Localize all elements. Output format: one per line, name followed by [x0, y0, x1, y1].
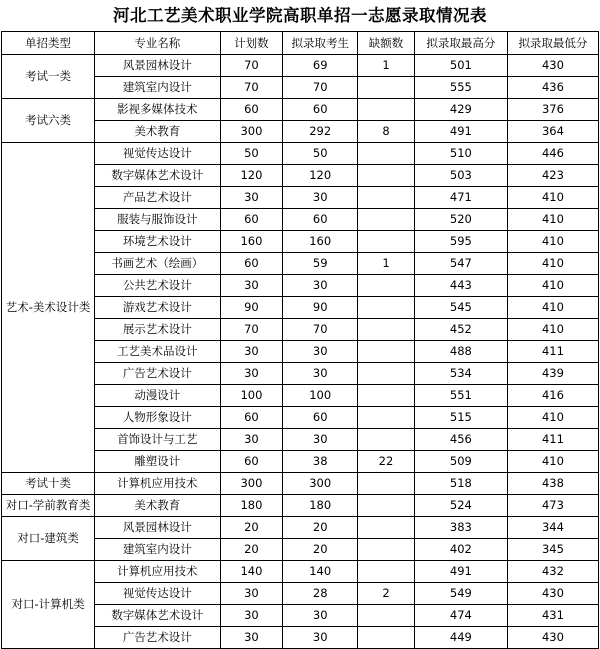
cell-admitted: 20 [283, 516, 358, 538]
cell-gap [358, 538, 415, 560]
cell-high: 449 [414, 626, 507, 648]
cell-plan: 30 [220, 274, 283, 296]
cell-low: 430 [507, 54, 598, 76]
cell-high: 509 [414, 450, 507, 472]
cell-major: 风景园林设计 [95, 516, 220, 538]
cell-high: 491 [414, 560, 507, 582]
cell-category: 对口-建筑类 [2, 516, 95, 560]
cell-gap [358, 76, 415, 98]
cell-admitted: 70 [283, 76, 358, 98]
cell-admitted: 120 [283, 164, 358, 186]
cell-plan: 300 [220, 120, 283, 142]
cell-major: 产品艺术设计 [95, 186, 220, 208]
cell-plan: 20 [220, 516, 283, 538]
cell-admitted: 30 [283, 186, 358, 208]
cell-major: 数字媒体艺术设计 [95, 164, 220, 186]
cell-major: 雕塑设计 [95, 450, 220, 472]
cell-plan: 120 [220, 164, 283, 186]
cell-category: 考试十类 [2, 472, 95, 494]
cell-gap: 2 [358, 582, 415, 604]
cell-admitted: 30 [283, 626, 358, 648]
cell-high: 515 [414, 406, 507, 428]
cell-gap: 22 [358, 450, 415, 472]
cell-gap [358, 604, 415, 626]
cell-major: 公共艺术设计 [95, 274, 220, 296]
column-header-plan: 计划数 [220, 31, 283, 54]
cell-major: 环境艺术设计 [95, 230, 220, 252]
cell-plan: 50 [220, 142, 283, 164]
cell-gap [358, 626, 415, 648]
cell-plan: 160 [220, 230, 283, 252]
cell-category: 对口-计算机类 [2, 560, 95, 648]
cell-low: 376 [507, 98, 598, 120]
cell-gap [358, 230, 415, 252]
cell-category: 考试六类 [2, 98, 95, 142]
cell-gap [358, 186, 415, 208]
cell-plan: 20 [220, 538, 283, 560]
cell-gap: 1 [358, 252, 415, 274]
cell-gap [358, 274, 415, 296]
cell-admitted: 30 [283, 428, 358, 450]
cell-major: 数字媒体艺术设计 [95, 604, 220, 626]
cell-category: 艺术-美术设计类 [2, 142, 95, 472]
cell-plan: 60 [220, 406, 283, 428]
cell-admitted: 292 [283, 120, 358, 142]
cell-admitted: 100 [283, 384, 358, 406]
cell-plan: 30 [220, 604, 283, 626]
cell-admitted: 30 [283, 340, 358, 362]
cell-gap [358, 560, 415, 582]
cell-admitted: 59 [283, 252, 358, 274]
cell-low: 436 [507, 76, 598, 98]
cell-admitted: 28 [283, 582, 358, 604]
cell-low: 345 [507, 538, 598, 560]
table-row [2, 472, 599, 494]
cell-plan: 60 [220, 252, 283, 274]
cell-admitted: 90 [283, 296, 358, 318]
cell-high: 488 [414, 340, 507, 362]
table-row [2, 560, 599, 582]
cell-plan: 100 [220, 384, 283, 406]
cell-gap [358, 164, 415, 186]
cell-gap [358, 494, 415, 516]
column-header-category: 单招类型 [2, 31, 95, 54]
cell-admitted: 30 [283, 604, 358, 626]
cell-admitted: 60 [283, 406, 358, 428]
cell-low: 410 [507, 208, 598, 230]
cell-gap [358, 208, 415, 230]
cell-admitted: 50 [283, 142, 358, 164]
cell-high: 402 [414, 538, 507, 560]
cell-low: 410 [507, 406, 598, 428]
cell-high: 383 [414, 516, 507, 538]
table-row [2, 516, 599, 538]
cell-plan: 70 [220, 54, 283, 76]
cell-low: 423 [507, 164, 598, 186]
cell-low: 410 [507, 296, 598, 318]
cell-low: 432 [507, 560, 598, 582]
cell-high: 452 [414, 318, 507, 340]
cell-plan: 90 [220, 296, 283, 318]
cell-major: 美术教育 [95, 120, 220, 142]
table-header [2, 31, 599, 54]
cell-major: 展示艺术设计 [95, 318, 220, 340]
cell-admitted: 60 [283, 208, 358, 230]
cell-gap: 8 [358, 120, 415, 142]
cell-high: 534 [414, 362, 507, 384]
column-header-major: 专业名称 [95, 31, 220, 54]
cell-gap [358, 516, 415, 538]
cell-major: 视觉传达设计 [95, 142, 220, 164]
cell-low: 410 [507, 186, 598, 208]
cell-low: 410 [507, 274, 598, 296]
cell-plan: 30 [220, 340, 283, 362]
cell-plan: 60 [220, 450, 283, 472]
column-header-low: 拟录取最低分 [507, 31, 598, 54]
cell-major: 人物形象设计 [95, 406, 220, 428]
cell-plan: 30 [220, 428, 283, 450]
cell-high: 595 [414, 230, 507, 252]
cell-low: 410 [507, 230, 598, 252]
cell-major: 首饰设计与工艺 [95, 428, 220, 450]
cell-admitted: 20 [283, 538, 358, 560]
cell-plan: 30 [220, 626, 283, 648]
cell-major: 美术教育 [95, 494, 220, 516]
page-title: 河北工艺美术职业学院高职单招一志愿录取情况表 [113, 6, 487, 25]
table-body [2, 54, 599, 648]
cell-low: 411 [507, 428, 598, 450]
cell-admitted: 38 [283, 450, 358, 472]
cell-high: 443 [414, 274, 507, 296]
cell-major: 动漫设计 [95, 384, 220, 406]
cell-high: 518 [414, 472, 507, 494]
cell-gap [358, 340, 415, 362]
cell-high: 551 [414, 384, 507, 406]
cell-admitted: 140 [283, 560, 358, 582]
cell-gap [358, 428, 415, 450]
cell-high: 510 [414, 142, 507, 164]
cell-major: 风景园林设计 [95, 54, 220, 76]
cell-major: 广告艺术设计 [95, 626, 220, 648]
cell-admitted: 160 [283, 230, 358, 252]
table-row [2, 54, 599, 76]
cell-plan: 30 [220, 362, 283, 384]
cell-admitted: 300 [283, 472, 358, 494]
cell-major: 计算机应用技术 [95, 560, 220, 582]
cell-high: 474 [414, 604, 507, 626]
cell-admitted: 70 [283, 318, 358, 340]
cell-category: 对口-学前教育类 [2, 494, 95, 516]
cell-major: 建筑室内设计 [95, 538, 220, 560]
cell-low: 430 [507, 626, 598, 648]
cell-major: 工艺美术品设计 [95, 340, 220, 362]
cell-low: 411 [507, 340, 598, 362]
cell-plan: 300 [220, 472, 283, 494]
cell-major: 服装与服饰设计 [95, 208, 220, 230]
cell-high: 524 [414, 494, 507, 516]
cell-admitted: 69 [283, 54, 358, 76]
cell-high: 429 [414, 98, 507, 120]
cell-low: 430 [507, 582, 598, 604]
column-header-high: 拟录取最高分 [414, 31, 507, 54]
cell-low: 410 [507, 450, 598, 472]
cell-high: 549 [414, 582, 507, 604]
cell-low: 344 [507, 516, 598, 538]
cell-high: 471 [414, 186, 507, 208]
cell-low: 410 [507, 318, 598, 340]
cell-high: 503 [414, 164, 507, 186]
cell-gap [358, 406, 415, 428]
cell-admitted: 60 [283, 98, 358, 120]
cell-admitted: 180 [283, 494, 358, 516]
cell-major: 广告艺术设计 [95, 362, 220, 384]
cell-low: 431 [507, 604, 598, 626]
cell-gap [358, 296, 415, 318]
cell-gap [358, 142, 415, 164]
cell-major: 建筑室内设计 [95, 76, 220, 98]
cell-plan: 60 [220, 208, 283, 230]
cell-gap [358, 98, 415, 120]
cell-high: 545 [414, 296, 507, 318]
cell-admitted: 30 [283, 274, 358, 296]
cell-low: 439 [507, 362, 598, 384]
cell-high: 547 [414, 252, 507, 274]
cell-major: 书画艺术（绘画） [95, 252, 220, 274]
cell-low: 410 [507, 252, 598, 274]
cell-gap: 1 [358, 54, 415, 76]
cell-gap [358, 384, 415, 406]
table-row [2, 98, 599, 120]
cell-low: 473 [507, 494, 598, 516]
cell-plan: 30 [220, 582, 283, 604]
cell-major: 计算机应用技术 [95, 472, 220, 494]
cell-plan: 70 [220, 76, 283, 98]
cell-plan: 180 [220, 494, 283, 516]
cell-major: 游戏艺术设计 [95, 296, 220, 318]
cell-admitted: 30 [283, 362, 358, 384]
cell-low: 416 [507, 384, 598, 406]
admissions-table [1, 31, 599, 649]
table-row [2, 142, 599, 164]
cell-low: 364 [507, 120, 598, 142]
cell-major: 影视多媒体技术 [95, 98, 220, 120]
cell-low: 446 [507, 142, 598, 164]
cell-high: 555 [414, 76, 507, 98]
cell-category: 考试一类 [2, 54, 95, 98]
cell-high: 501 [414, 54, 507, 76]
cell-plan: 140 [220, 560, 283, 582]
cell-gap [358, 318, 415, 340]
header-row [2, 31, 599, 54]
column-header-gap: 缺额数 [358, 31, 415, 54]
cell-plan: 60 [220, 98, 283, 120]
table-row [2, 494, 599, 516]
cell-plan: 70 [220, 318, 283, 340]
cell-high: 456 [414, 428, 507, 450]
cell-low: 438 [507, 472, 598, 494]
cell-plan: 30 [220, 186, 283, 208]
column-header-admitted: 拟录取考生 [283, 31, 358, 54]
cell-major: 视觉传达设计 [95, 582, 220, 604]
cell-gap [358, 362, 415, 384]
cell-gap [358, 472, 415, 494]
cell-high: 520 [414, 208, 507, 230]
cell-high: 491 [414, 120, 507, 142]
